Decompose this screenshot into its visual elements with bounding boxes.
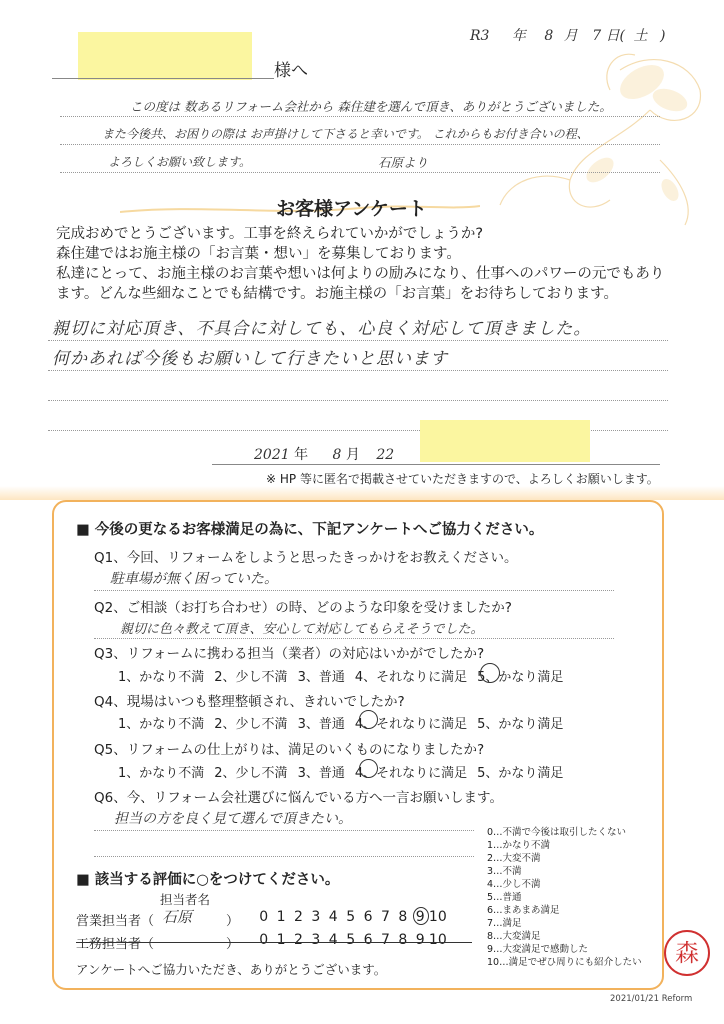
comment-rule [48,370,668,371]
letter-line-3: よろしくお願い致します。 [108,155,252,169]
sales-name: 石原 [162,908,193,926]
comment-line-1: 親切に対応頂き、不具合に対しても、心良く対応して頂きました。 [52,319,592,339]
works-strikethrough [76,942,472,943]
hp-note: ※ HP 等に匿名で掲載させていただきますので、よろしくお願いします。 [266,472,659,486]
letter-rule [60,144,660,145]
survey-date: 2021 年 8 月 22 [254,447,395,463]
survey-intro: 完成おめでとうございます。工事を終えられていかがでしょうか? 森住建ではお施主様の「お言葉・想い」を募集しております。 私達にとって、お施主様のお言葉や想いは何よりの励みになり、仕事へのパワーの元でもあり ます。どんな些細なことでも結構です。お施主様の「お言葉」をお待ちしております。 [56,226,665,302]
q3-selection-circle [480,663,500,683]
footer-code: 2021/01/21 Reform [610,994,693,1004]
works-close: ） [226,937,240,952]
q5-scale: 1、かなり不満 2、少し不満 3、普通 4、それなりに満足 5、かなり満足 [118,766,564,781]
q1-text: Q1、今回、リフォームをしようと思ったきっかけをお教えください。 [94,550,518,566]
survey-title: お客様アンケート [276,198,427,220]
redacted-customer-name [420,420,590,462]
works-label: 工務担当者（ [76,937,155,952]
sales-label: 営業担当者（ [76,914,155,929]
name-column-header: 担当者名 [160,892,211,907]
hanko-stamp: 森 [664,930,710,976]
recipient-suffix: 様へ [274,61,308,81]
q3-scale: 1、かなり不満 2、少し不満 3、普通 4、それなりに満足 5、かなり満足 [118,670,564,685]
letter-rule [60,172,660,173]
letter-line-1: この度は 数あるリフォーム会社から 森住建を選んで頂き、ありがとうございました。 [130,99,612,114]
q4-text: Q4、現場はいつも整理整頓され、きれいでしたか? [94,694,405,710]
letter-date: R3 年 8 月 7 日( 土 ) [470,28,666,44]
letter-line-2: また今後共、お困りの際は お声掛けして下さると幸いです。 これからもお付き合いの程、 [102,127,589,141]
answer-rule [94,590,614,591]
comment-line-2: 何かあれば今後もお願いして行きたいと思います [52,349,448,369]
questionnaire-heading: ■ 今後の更なるお客様満足の為に、下記アンケートへご協力ください。 [76,522,544,538]
section-band [0,486,724,500]
answer-rule [94,856,474,857]
q6-text: Q6、今、リフォーム会社選びに悩んでいる方へ一言お願いします。 [94,790,503,806]
q2-answer: 親切に色々教えて頂き、安心して対応してもらえそうでした。 [120,622,484,637]
q2-text: Q2、ご相談（お打ち合わせ）の時、どのような印象を受けましたか? [94,600,512,616]
thanks-text: アンケートへご協力いただき、ありがとうございます。 [76,962,387,977]
sales-close: ） [226,914,240,929]
q3-text: Q3、リフォームに携わる担当（業者）の対応はいかがでしたか? [94,646,485,662]
answer-rule [94,638,614,639]
answer-rule [94,830,474,831]
q5-selection-circle [359,759,378,778]
q6-answer: 担当の方を良く見て選んで頂きたい。 [114,811,352,827]
comment-rule [48,400,668,401]
works-rating-scale[interactable]: 0 1 2 3 4 5 6 7 8 9 10 [259,932,447,948]
q4-scale: 1、かなり不満 2、少し不満 3、普通 4、それなりに満足 5、かなり満足 [118,717,564,732]
letter-rule [60,116,660,117]
comment-rule [48,340,668,341]
letter-signature: 石原より [378,155,429,170]
q1-answer: 駐車場が無く困っていた。 [110,571,278,587]
q4-selection-circle [359,710,378,729]
sales-selection-circle [413,907,429,925]
sales-rating-scale[interactable]: 0 1 2 3 4 5 6 7 8 9 10 [259,909,447,925]
date-underline [212,464,660,465]
rating-legend: 0…不満で今後は取引したくない 1…かなり不満 2…大変不満 3…不満 4…少し不満 5…普通 6…まあまあ満足 7…満足 8…大変満足 9…大変満足で感動した 10…満足でぜひ周りにも紹介したい [487,827,642,968]
rating-heading: ■ 該当する評価に○をつけてください。 [76,872,340,888]
redacted-recipient [78,32,252,80]
q5-text: Q5、リフォームの仕上がりは、満足のいくものになりましたか? [94,742,485,758]
recipient-underline [52,78,274,79]
